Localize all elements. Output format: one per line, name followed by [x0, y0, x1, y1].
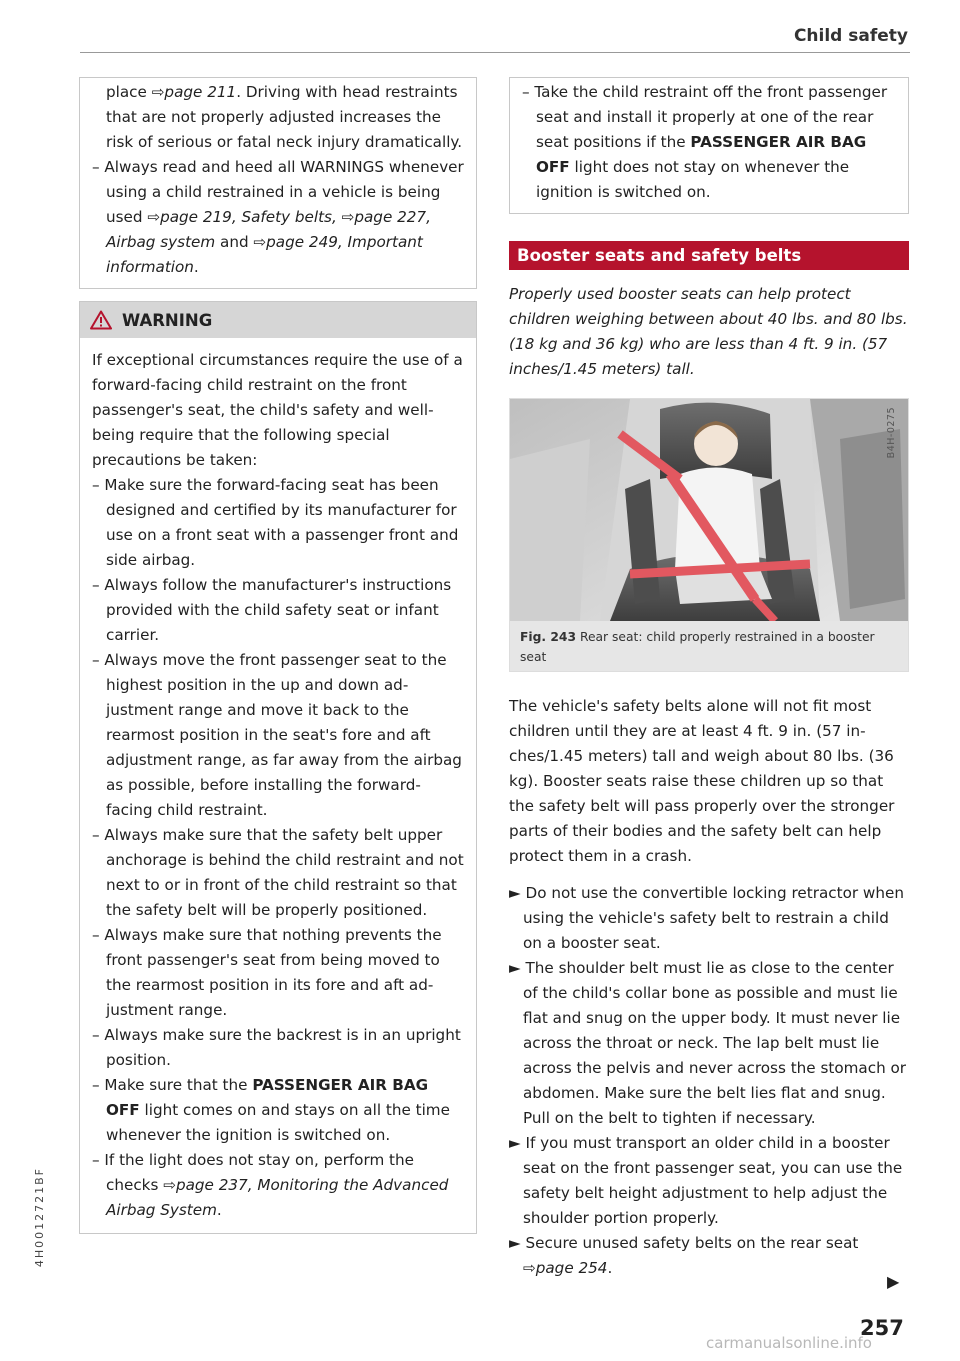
warning-title: WARNING [122, 310, 213, 330]
page-number: 257 [860, 1316, 904, 1340]
warning-item: – Always make sure that nothing prevents the front passenger's seat from being moved to the rearmost position in its fore and aft adjustment range. [92, 926, 442, 1019]
page-reference-link[interactable]: ⇨page 219, Safety belts, [147, 208, 337, 226]
page-header-title: Child safety [793, 26, 908, 46]
warning-item: – Always make sure the backrest is in an upright position. [92, 1026, 461, 1069]
continued-warning-box [509, 77, 909, 214]
page-reference-link[interactable]: ⇨page 227, Airbag system [106, 208, 431, 251]
booster-seat-illustration [510, 399, 908, 621]
list-item: ► The shoulder belt must lie as close to the center of the child's collar bone as possible and must lie flat and snug on the upper body. It must never lie across the throat or neck. The lap belt must lie across the pelvis and never across the stomach or abdomen. Make sure the belt lies flat and snug. Pull on the belt to tighten if necessary. [509, 959, 907, 1127]
warning-item: – Always move the front passenger seat to the highest position in the up and down adjustment range and move it back to the rearmost position in the seat's fore and aft adjustment range, as far away from the airbag as possible, before installing the forward-facing child restraint. [92, 651, 462, 819]
list-item: ► Do not use the convertible locking retractor when using the vehicle's safety belt to restrain a child on a booster seat. [509, 884, 904, 952]
page-reference-link[interactable]: ⇨page 249, Important information [106, 233, 423, 276]
header-divider [80, 52, 910, 53]
figure-caption: Fig. 243 Rear seat: child properly restrained in a booster seat [510, 621, 908, 671]
page-reference-link[interactable]: ⇨page 254 [523, 1259, 608, 1277]
list-item: ► Secure unused safety belts on the rear seat ⇨page 254. [509, 1234, 859, 1277]
warning-item: – Always follow the manufacturer's instructions provided with the child safety seat or infant carrier. [92, 576, 452, 644]
warning-item: – Always make sure that the safety belt upper anchorage is behind the child restraint and not next to or in front of the child restraint so that the safety belt will be properly positioned. [92, 826, 464, 919]
booster-seat-illustration-svg [510, 399, 908, 621]
next-page-arrow-icon: ▶ [887, 1272, 900, 1291]
page-reference-link[interactable]: ⇨page 237, Monitoring the Advanced Airbag System [106, 1176, 449, 1219]
warning-item: – If the light does not stay on, perform the checks ⇨page 237, Monitoring the Advanced Airbag System. [92, 1151, 449, 1219]
warning-item: – Take the child restraint off the front passenger seat and install it properly at one of the rear seat positions if the PASSENGER AIR BAG OFF light does not stay on whenever the ignition is switched on. [522, 83, 888, 201]
page-reference-link[interactable]: ⇨page 211 [151, 83, 237, 101]
instruction-list [509, 881, 909, 1281]
document-code: 4H0012721BF [33, 1167, 46, 1268]
warning-header [80, 302, 476, 338]
body-paragraph: The vehicle's safety belts alone will not fit most children until they are at least 4 ft. 9 in. (57 inches/1.45 meters) tall and weigh about 80 lbs. (36 kg). Booster seats raise these children up so that the safety belt will pass properly over the stronger parts of their bodies and the safety belt can help protect them in a crash. [509, 697, 895, 865]
continued-text-box [79, 77, 477, 289]
left-column [79, 77, 477, 1234]
figure-code: B4H-0275 [886, 407, 897, 459]
section-intro: Properly used booster seats can help protect children weighing between about 40 lbs. and 80 lbs. (18 kg and 36 kg) who are less than 4 ft. 9 in. (57 inches/1.45 meters) tall. [509, 285, 908, 378]
section-heading: Booster seats and safety belts [509, 241, 909, 270]
warning-item: – Make sure that the PASSENGER AIR BAG OFF light comes on and stays on all the time whenever the ignition is switched on. [92, 1076, 450, 1144]
warning-box [79, 301, 477, 1234]
warning-item: – Make sure the forward-facing seat has been designed and certified by its manufacturer for use on a front seat with a passenger front and side airbag. [92, 476, 459, 569]
list-item: – Always read and heed all WARNINGS whenever using a child restrained in a vehicle is being used ⇨page 219, Safety belts, ⇨page 227, Airbag system and ⇨page 249, Important information. [92, 158, 464, 276]
list-item: ► If you must transport an older child in a booster seat on the front passenger seat, you can use the safety belt height adjustment to help adjust the shoulder portion properly. [509, 1134, 903, 1227]
figure-243 [509, 398, 909, 672]
warning-intro: If exceptional circumstances require the use of a forward-facing child restraint on the front passenger's seat, the child's safety and well-being require that the following special precautions be taken: [92, 351, 463, 469]
right-column [509, 77, 909, 1281]
warning-triangle-icon [90, 310, 112, 330]
watermark: carmanualsonline.info [706, 1334, 872, 1352]
continued-paragraph: place ⇨page 211. Driving with head restraints that are not properly adjusted increases the risk of serious or fatal neck injury dramatically. [106, 83, 463, 151]
